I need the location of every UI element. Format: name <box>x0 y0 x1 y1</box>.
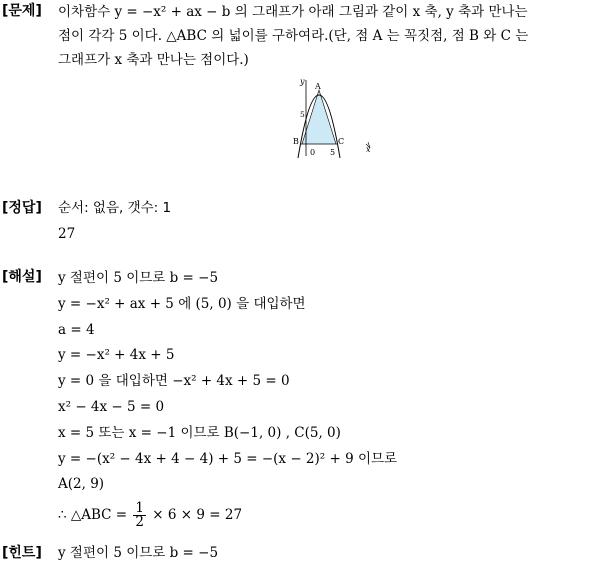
solution-final-line <box>58 498 588 532</box>
x-intercept-label: 5 <box>330 148 336 157</box>
origin-label: 0 <box>310 148 316 157</box>
answer-label: [정답] <box>2 200 42 216</box>
x-axis-label: x <box>366 145 371 154</box>
hint-line: y 절편이 5 이므로 b = −5 <box>58 545 219 561</box>
parabola-figure <box>292 76 376 158</box>
triangle-abc-shade <box>302 90 336 144</box>
solution-line-9: A(2, 9) <box>58 476 105 493</box>
solution-line-1: y 절편이 5 이므로 b = −5 <box>58 270 219 286</box>
solution-line-2: y = −x² + ax + 5 에 (5, 0) 을 대입하면 <box>58 295 306 312</box>
solution-line-6: x² − 4x − 5 = 0 <box>58 398 165 415</box>
solution-line-5: y = 0 을 대입하면 −x² + 4x + 5 = 0 <box>58 373 290 390</box>
hint-label: [힌트] <box>2 545 42 561</box>
solution-line-8: y = −(x² − 4x + 4 − 4) + 5 = −(x − 2)² + 9 이므로 <box>58 450 398 467</box>
problem-line-2: 점이 각각 5 이다. △ABC 의 넓이를 구하여라.(단, 점 A 는 꼭짓점, 점 B 와 C 는 <box>58 28 529 44</box>
point-a-label: A <box>315 82 321 91</box>
point-c-label: C <box>338 137 345 146</box>
point-b-label: B <box>293 137 299 146</box>
final-suffix: × 6 × 9 = 27 <box>148 507 243 524</box>
final-prefix: ∴ △ABC = <box>58 507 132 524</box>
fraction-denominator: 2 <box>135 514 144 531</box>
fraction-numerator: 1 <box>135 500 144 517</box>
solution-line-7: x = 5 또는 x = −1 이므로 B(−1, 0) , C(5, 0) <box>58 424 341 441</box>
problem-label: [문제] <box>2 3 42 19</box>
y-axis-label: y <box>300 77 305 86</box>
solution-line-3: a = 4 <box>58 321 95 338</box>
parabola-graph <box>292 76 376 158</box>
problem-line-3: 그래프가 x 축과 만나는 점이다.) <box>58 52 249 68</box>
solution-label: [해설] <box>2 269 42 285</box>
half-fraction <box>133 502 146 529</box>
problem-line-1: 이차함수 y = −x² + ax − b 의 그래프가 아래 그림과 같이 x 축, y 축과 만나는 <box>58 4 528 20</box>
answer-value: 27 <box>58 226 76 242</box>
y-intercept-label: 5 <box>300 110 305 119</box>
answer-meta: 순서: 없음, 갯수: 1 <box>58 200 172 216</box>
solution-line-4: y = −x² + 4x + 5 <box>58 347 175 364</box>
